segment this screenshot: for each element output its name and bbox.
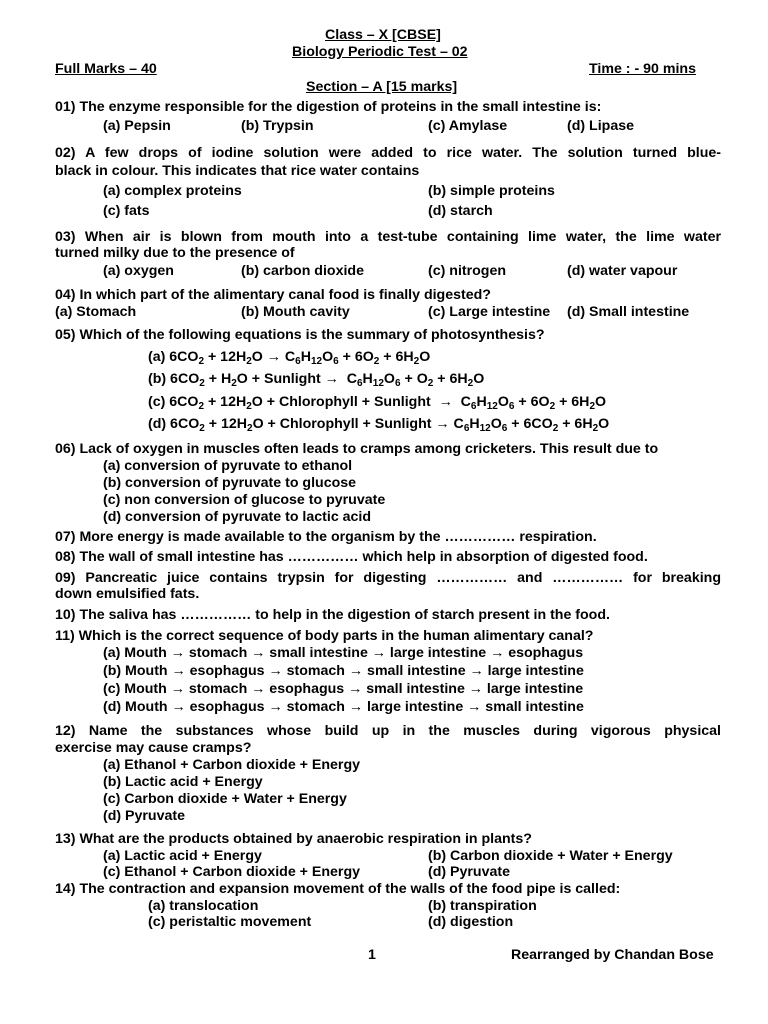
q02-option-b: (b) simple proteins [428,183,555,199]
test-title: Biology Periodic Test – 02 [292,44,468,60]
q14-option-c: (c) peristaltic movement [148,914,312,930]
q06-option-a: (a) conversion of pyruvate to ethanol [103,458,353,474]
question-03-line1: 03) When air is blown from mouth into a test-tube containing lime water, the lime water [55,229,721,245]
q03-option-d: (d) water vapour [567,263,678,279]
time-limit: Time : - 90 mins [589,61,696,77]
credit-line: Rearranged by Chandan Bose [511,947,714,963]
question-05: 05) Which of the following equations is the summary of photosynthesis? [55,327,545,343]
class-title: Class – X [CBSE] [325,27,441,43]
q03-option-b: (b) carbon dioxide [241,263,364,279]
q01-option-b: (b) Trypsin [241,118,314,134]
q01-option-d: (d) Lipase [567,118,635,134]
q06-option-c: (c) non conversion of glucose to pyruvate [103,492,386,508]
page-number: 1 [368,947,376,963]
question-09-line2: down emulsified fats. [55,586,200,602]
question-09-line1: 09) Pancreatic juice contains trypsin for digesting …………… and …………… for breaking [55,570,721,586]
q13-option-a: (a) Lactic acid + Energy [103,848,262,864]
q02-option-d: (d) starch [428,203,493,219]
q01-option-a: (a) Pepsin [103,118,171,134]
q12-option-b: (b) Lactic acid + Energy [103,774,263,790]
question-03-line2: turned milky due to the presence of [55,245,295,261]
q05-option-b: (b) $6CO_2 + H_2O$ + Sunlight → $C_6H_{12}O_6 + O_2 + 6H_2O$ [148,371,485,389]
question-06: 06) Lack of oxygen in muscles often leads to cramps among cricketers. This result due to [55,441,659,457]
question-11: 11) Which is the correct sequence of body parts in the human alimentary canal? [55,628,594,644]
q11-option-b: (b) Mouth → esophagus → stomach → small intestine → large intestine [103,663,584,679]
q12-option-a: (a) Ethanol + Carbon dioxide + Energy [103,757,360,773]
q04-option-c: (c) Large intestine [428,304,551,320]
q11-option-c: (c) Mouth → stomach → esophagus → small intestine → large intestine [103,681,584,697]
q11-option-d: (d) Mouth → esophagus → stomach → large intestine → small intestine [103,699,584,715]
q05-option-d: (d) $6CO_2 + 12H_2O$ + Chlorophyll + Sunlight → $C_6H_{12}O_6 + 6CO_2 + 6H_2O$ [148,416,610,434]
q05-option-a: (a) $6CO_2 + 12H_2O \to C_6H_{12}O_6 + 6O_2 + 6H_2O$ [148,349,431,367]
q06-option-d: (d) conversion of pyruvate to lactic acid [103,509,372,525]
q12-option-c: (c) Carbon dioxide + Water + Energy [103,791,347,807]
question-12-line2: exercise may cause cramps? [55,740,252,756]
q05-option-c: (c) $6CO_2 + 12H_2O$ + Chlorophyll + Sunlight → $C_6H_{12}O_6 + 6O_2 + 6H_2O$ [148,394,607,412]
q03-option-a: (a) oxygen [103,263,174,279]
question-07: 07) More energy is made available to the organism by the …………… respiration. [55,529,597,545]
q01-option-c: (c) Amylase [428,118,508,134]
q14-option-d: (d) digestion [428,914,514,930]
section-heading: Section – A [15 marks] [306,79,458,95]
q13-option-c: (c) Ethanol + Carbon dioxide + Energy [103,864,360,880]
question-10: 10) The saliva has …………… to help in the digestion of starch present in the food. [55,607,610,623]
q06-option-b: (b) conversion of pyruvate to glucose [103,475,357,491]
q13-option-d: (d) Pyruvate [428,864,510,880]
q03-option-c: (c) nitrogen [428,263,507,279]
q14-option-a: (a) translocation [148,898,259,914]
question-02-line1: 02) A few drops of iodine solution were added to rice water. The solution turned blue- [55,145,721,161]
q11-option-a: (a) Mouth → stomach → small intestine → large intestine → esophagus [103,645,584,661]
question-04: 04) In which part of the alimentary canal food is finally digested? [55,287,491,303]
question-13: 13) What are the products obtained by anaerobic respiration in plants? [55,831,532,847]
question-02-line2: black in colour. This indicates that rice water contains [55,163,420,179]
question-08: 08) The wall of small intestine has …………… which help in absorption of digested food. [55,549,648,565]
q04-option-a: (a) Stomach [55,304,137,320]
q14-option-b: (b) transpiration [428,898,537,914]
q13-option-b: (b) Carbon dioxide + Water + Energy [428,848,673,864]
question-14: 14) The contraction and expansion movement of the walls of the food pipe is called: [55,881,621,897]
q12-option-d: (d) Pyruvate [103,808,185,824]
q04-option-d: (d) Small intestine [567,304,690,320]
question-12-line1: 12) Name the substances whose build up in the muscles during vigorous physical [55,723,721,739]
q02-option-c: (c) fats [103,203,150,219]
question-01: 01) The enzyme responsible for the digestion of proteins in the small intestine is: [55,99,602,115]
full-marks: Full Marks – 40 [55,61,157,77]
q02-option-a: (a) complex proteins [103,183,242,199]
q04-option-b: (b) Mouth cavity [241,304,350,320]
